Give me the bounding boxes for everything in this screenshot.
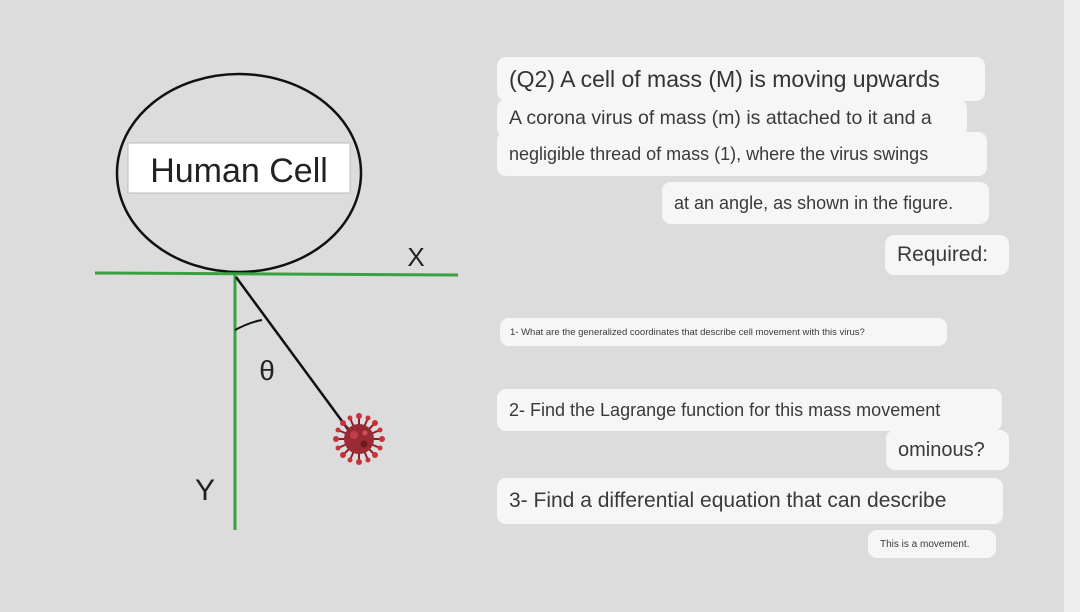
thread-line xyxy=(236,277,350,432)
cell-label: Human Cell xyxy=(150,152,328,190)
question-line-1: (Q2) A cell of mass (M) is moving upwards xyxy=(497,57,985,101)
required-item-3: 3- Find a differential equation that can describe xyxy=(497,478,1003,524)
y-axis-label: Y xyxy=(194,474,216,507)
question-line-2: A corona virus of mass (m) is attached to it and a xyxy=(497,99,967,137)
right-edge-strip xyxy=(1064,0,1080,612)
x-axis-label: X xyxy=(407,242,425,272)
required-item-3-continued: This is a movement. xyxy=(868,530,996,558)
required-item-2-continued: ominous? xyxy=(886,430,1009,470)
required-item-1: 1- What are the generalized coordinates that describe cell movement with this virus? xyxy=(500,318,947,346)
question-line-3: negligible thread of mass (1), where the virus swings xyxy=(497,132,987,176)
question-line-4: at an angle, as shown in the figure. xyxy=(662,182,989,224)
x-axis-line xyxy=(95,273,458,275)
required-heading: Required: xyxy=(885,235,1009,275)
angle-arc xyxy=(235,320,262,330)
pendulum-figure xyxy=(0,0,480,612)
angle-label: θ xyxy=(259,355,275,386)
required-item-2: 2- Find the Lagrange function for this mass movement xyxy=(497,389,1002,431)
